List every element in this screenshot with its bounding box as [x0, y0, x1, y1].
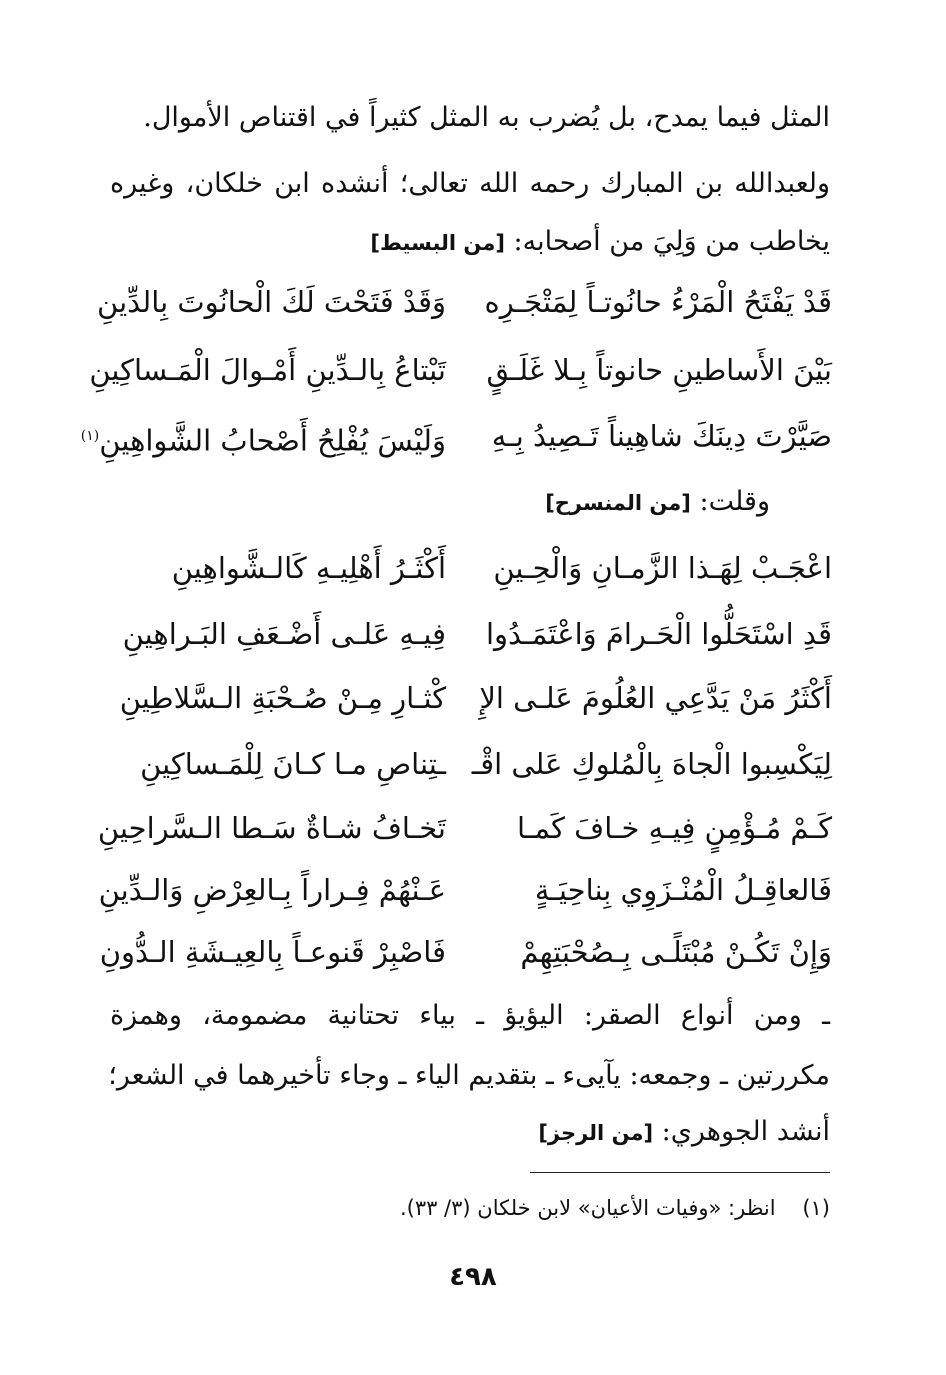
poem1-verse-3-left-text: وَلَيْسَ يُفْلِحُ أَصْحابُ الشَّواهِينِ — [99, 423, 446, 458]
poem2-verse-1-left: أَكْثَـرُ أَهْلِيـهِ كَالـشَّواهِينِ — [171, 551, 446, 585]
meter-label-basit: [من البسيط] — [370, 231, 505, 255]
prose-line-3-text: يخاطب من وَلِيَ من أصحابه: — [513, 226, 830, 257]
meter-label-munsarih: [من المنسرح] — [545, 491, 691, 515]
meter-label-rajaz: [من الرجز] — [538, 1121, 654, 1145]
prose-bottom-line-2: مكررتين ـ وجمعه: يآيىء ـ بتقديم الياء ـ وجاء تأخيرهما في الشعر؛ — [108, 1060, 830, 1091]
poem2-verse-6-right: فَالعاقِـلُ الْمُنْـزَوِي بِناحِيَـةٍ — [534, 873, 832, 907]
prose-bottom-line-3 — [538, 1112, 830, 1153]
poem1-verse-2-left: تَبْتاعُ بِالـدِّينِ أَمْـوالَ الْمَـساكِينِ — [89, 353, 446, 387]
prose-line-3 — [370, 222, 830, 263]
poem2-verse-4-left: ـتِناصِ مـا كـانَ لِلْمَـساكِينِ — [140, 747, 446, 781]
footnote — [400, 1192, 830, 1224]
poem1-verse-2-right: بَيْنَ الأَساطينِ حانوتاً بِـلا غَلَـقٍ — [486, 353, 832, 387]
page-number: ٤٩٨ — [449, 1262, 497, 1292]
footnote-number: (١) — [802, 1196, 830, 1220]
footnote-text: انظر: «وفيات الأعيان» لابن خلكان (٣/ ٣٣). — [399, 1196, 776, 1220]
poem2-verse-7-right: وَإِنْ تَكُـنْ مُبْتَلًـى بِـصُحْبَتِهِمْ — [520, 935, 832, 969]
poem2-verse-2-right: قَدِ اسْتَحَلُّوا الْحَـرامَ وَاعْتَمَـدُوا — [486, 617, 832, 651]
poem1-verse-1-right: قَدْ يَفْتَحُ الْمَرْءُ حانُوتـاً لِمَتْجَـرِه — [484, 285, 832, 319]
poem2-verse-7-left: فَاصْبِرْ قَنوعـاً بِالعِيـشَةِ الـدُّونِ — [99, 935, 446, 969]
poem1-verse-1-left: وَقَدْ فَتَحْتَ لَكَ الْحانُوتَ بِالدِّينِ — [97, 285, 446, 319]
prose-bottom-line-3-text: أنشد الجوهري: — [661, 1116, 830, 1147]
intro-2 — [545, 482, 770, 523]
intro-2-text: وقلت: — [699, 486, 770, 517]
footnote-marker: (١) — [80, 428, 100, 444]
poem2-verse-4-right: لِيَكْسِبوا الْجاهَ بِالْمُلوكِ عَلى اقْـ — [471, 747, 832, 781]
prose-line-1: المثل فيما يمدح، بل يُضرب به المثل كثيراً في اقتناص الأموال. — [143, 102, 830, 133]
poem1-verse-3-left — [80, 414, 446, 463]
prose-line-2: ولعبدالله بن المبارك رحمه الله تعالى؛ أنشده ابن خلكان، وغيره — [110, 168, 830, 199]
poem1-verse-3-right: صَيَّرْتَ دِينَكَ شاهِيناً تَـصِيدُ بِـهِ — [491, 419, 832, 453]
footnote-divider — [530, 1172, 830, 1173]
poem2-verse-2-left: فِيـهِ عَلـى أَضْـعَفِ البَـراهِينِ — [122, 617, 446, 651]
poem2-verse-3-left: كْثـارِ مِـنْ صُـحْبَةِ الـسَّلاطِينِ — [119, 681, 446, 715]
poem2-verse-5-left: تَخـافُ شـاةٌ سَـطا الـسَّراحِينِ — [97, 811, 446, 845]
poem2-verse-5-right: كَـمْ مُـؤْمِنٍ فِيـهِ خـافَ كَمـا — [517, 811, 832, 845]
poem2-verse-1-right: اعْجَـبْ لِهَـذا الزَّمـانِ وَالْحِـينِ — [493, 551, 832, 585]
prose-bottom-line-1: ـ ومن أنواع الصقر: اليؤيؤ ـ بياء تحتانية مضمومة، وهمزة — [110, 1000, 830, 1031]
poem2-verse-6-left: عَـنْهُمْ فِـراراً بِـالعِرْضِ وَالـدِّينِ — [98, 873, 446, 907]
poem2-verse-3-right: أَكْثَرُ مَنْ يَدَّعِي العُلُومَ عَلـى الإِ — [479, 681, 832, 715]
